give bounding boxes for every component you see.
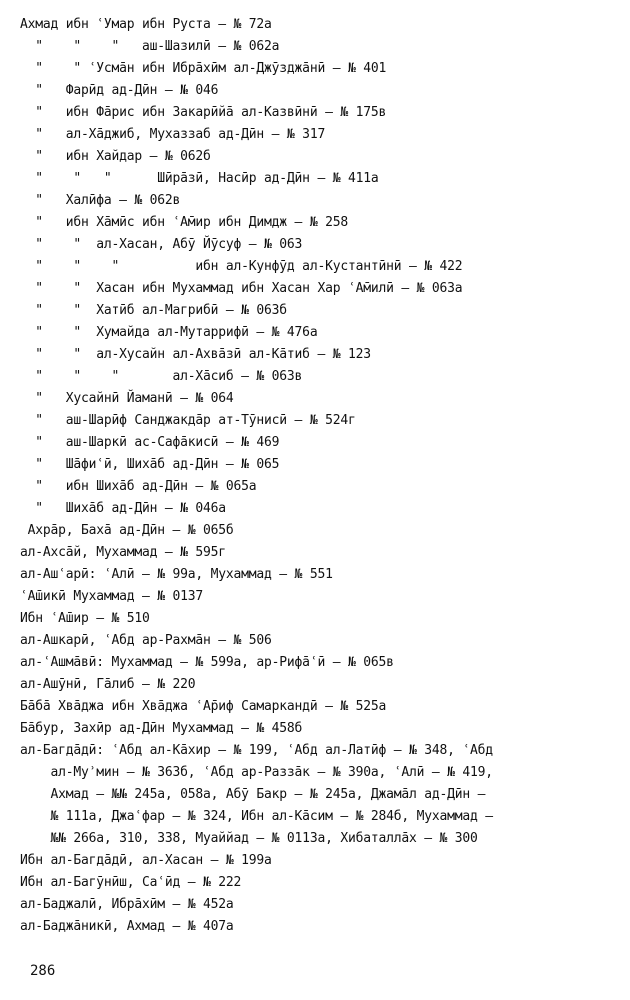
index-entry: ал-Баджа̄никӣ, Ахмад – № 407а [20,919,234,934]
index-entry: Ибн ал-Багӯнӣш, Саʿӣд – № 222 [20,875,242,890]
index-entry: ал-Ашӯнӣ, Га̄либ – № 220 [20,677,196,692]
index-entry: " Шиха̄б ад-Дӣн – № 046а [20,501,226,516]
index-entry: " " " Шӣра̄зӣ, Насӣр ад-Дӣн – № 411а [20,171,379,186]
index-entry: " " " ибн ал-Кунфӯд ал-Кустантӣнӣ – № 422 [20,259,463,274]
index-entry: " " " ал-Ха̄сиб – № 063в [20,369,303,384]
index-entry: ал-Ашʿарӣ: ʿАлӣ – № 99а, Мухаммад – № 551 [20,567,333,582]
index-entry: ʿА̄шикӣ Мухаммад – № 0137 [20,589,204,604]
index-entry: " " ʿУсма̄н ибн Ибра̄хӣм ал-Джӯзджа̄нӣ – № 401 [20,61,387,76]
index-entry: ал-ʿАшма̄вӣ: Мухаммад – № 599а, ар-Рифа̄ʿӣ – № 065в [20,655,394,670]
page-number: 286 [30,963,56,979]
index-entry: " аш-Шарӣф Санджакда̄р ат-Тӯнисӣ – № 524г [20,413,356,428]
index-entry: № 111а, Джаʿфар – № 324, Ибн ал-Ка̄сим – № 284б, Мухаммад – [20,809,493,824]
index-entry: Ба̄ба̄ Хва̄джа ибн Хва̄джа ʿА̄риф Самаркандӣ – № 525а [20,699,387,714]
index-entry: " " " аш-Шазилӣ – № 062а [20,39,280,54]
index-entry: Ахмад ибн ʿУмар ибн Руста – № 72а [20,17,272,32]
index-entry: " Фарӣд ад-Дӣн – № 046 [20,83,219,98]
index-entry: " аш-Шаркӣ ас-Сафа̄кисӣ – № 469 [20,435,280,450]
index-entry: Ибн ʿА̄шир – № 510 [20,611,150,626]
index-entry: №№ 266а, 310, 338, Муаййад – № 0113а, Хибаталла̄х – № 300 [20,831,478,846]
index-entry: " ал-Ха̄джиб, Мухаззаб ад-Дӣн – № 317 [20,127,326,142]
index-entry: " " Хумайда ал-Мутаррифӣ – № 476а [20,325,318,340]
index-entry: " Ша̄фиʿӣ, Шиха̄б ад-Дӣн – № 065 [20,457,280,472]
index-entry: " ибн Ха̄мӣс ибн ʿА̄мир ибн Димдж – № 258 [20,215,348,230]
index-entry: ал-Баджалӣ, Ибра̄хӣм – № 452а [20,897,234,912]
index-entry: " " ал-Хасан, Абӯ Йӯсуф – № 063 [20,237,303,252]
index-entry: ал-Муʾмин – № 363б, ʿАбд ар-Разза̄к – № 390а, ʿАлӣ – № 419, [20,765,493,780]
index-entry: " Хусайнӣ Йаманӣ – № 064 [20,391,234,406]
index-entry: Ахмад – №№ 245а, 058а, Абӯ Бакр – № 245а, Джама̄л ад-Дӣн – [20,787,486,802]
index-entry: Ахра̄р, Баха̄ ад-Дӣн – № 065б [20,523,234,538]
index-entry: " Халӣфа – № 062в [20,193,181,208]
index-entry: " " ал-Хусайн ал-Ахва̄зӣ ал-Ка̄тиб – № 123 [20,347,371,362]
index-entry: " ибн Фа̄рис ибн Закарӣйа̄ ал-Казвӣнӣ – № 175в [20,105,387,120]
index-entry: " ибн Шиха̄б ад-Дӣн – № 065а [20,479,257,494]
index-entries [20,14,620,938]
index-entry: ал-Ахса̄й, Мухаммад – № 595г [20,545,226,560]
index-entry: Ибн ал-Багда̄дӣ, ал-Хасан – № 199а [20,853,272,868]
index-entry: ал-Багда̄дӣ: ʿАбд ал-Ка̄хир – № 199, ʿАбд ал-Латӣф – № 348, ʿАбд [20,743,493,758]
index-entry: " " Хасан ибн Мухаммад ибн Хасан Хар ʿА̄милӣ – № 063а [20,281,463,296]
index-entry: Ба̄бур, Захӣр ад-Дӣн Мухаммад – № 458б [20,721,303,736]
index-entry: " " Хатӣб ал-Магрибӣ – № 063б [20,303,287,318]
index-entry: ал-Ашкарӣ, ʿАбд ар-Рахма̄н – № 506 [20,633,272,648]
index-entry: " ибн Хайдар – № 062б [20,149,211,164]
